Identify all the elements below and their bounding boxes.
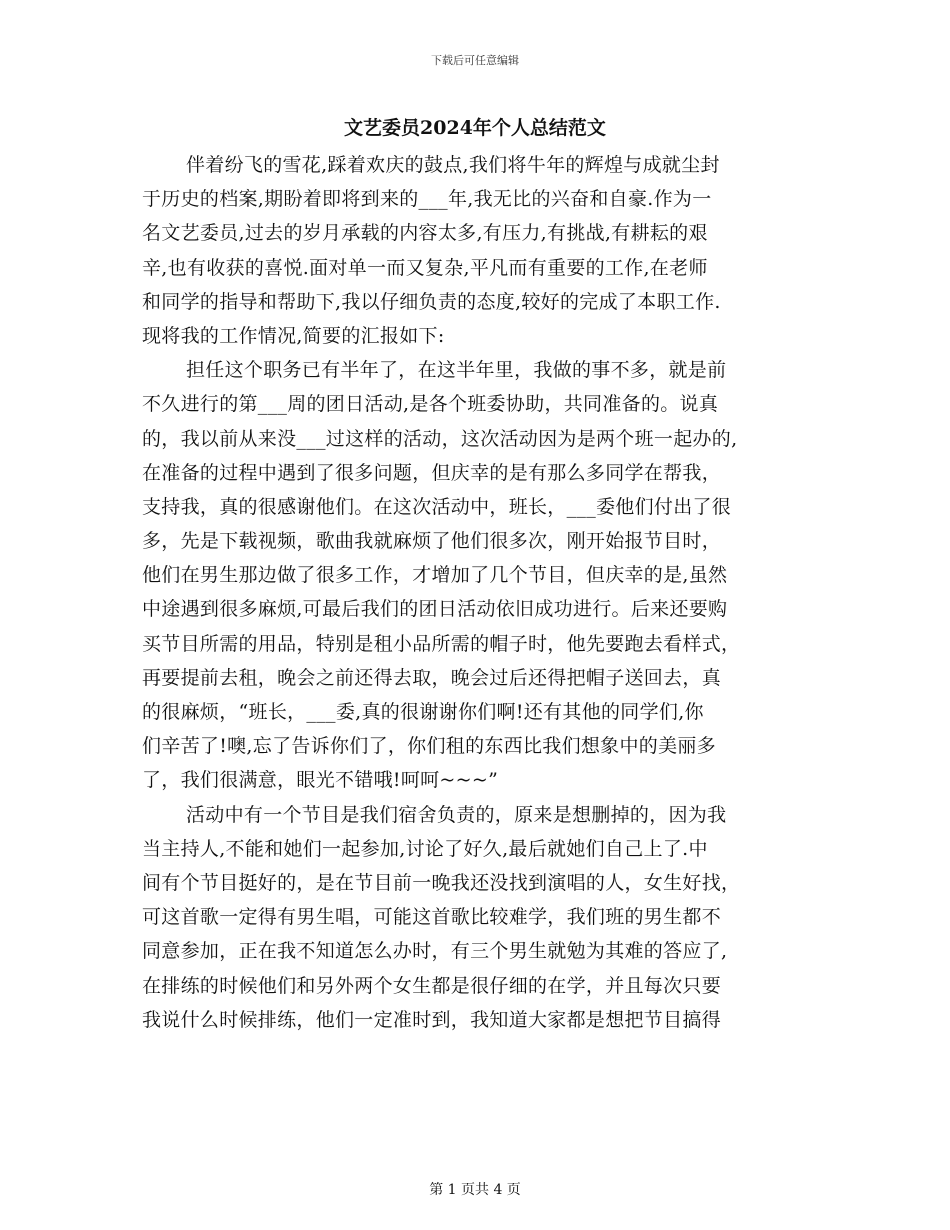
body-line: 的，我以前从来没___过这样的活动，这次活动因为是两个班一起办的, bbox=[142, 427, 738, 450]
body-line: 买节目所需的用品，特别是租小品所需的帽子时，他先要跑去看样式， bbox=[142, 632, 741, 655]
header-note: 下载后可任意编辑 bbox=[431, 54, 519, 67]
body-line: 担任这个职务已有半年了，在这半年里，我做的事不多，就是前 bbox=[186, 359, 727, 382]
body-line: 不久进行的第___周的团日活动,是各个班委协助，共同准备的。说真 bbox=[142, 393, 719, 416]
body-line: 们辛苦了!噢,忘了告诉你们了，你们租的东西比我们想象中的美丽多 bbox=[142, 735, 716, 758]
body-line: 当主持人,不能和她们一起参加,讨论了好久,最后就她们自己上了.中 bbox=[142, 837, 708, 860]
body-line: 可这首歌一定得有男生唱，可能这首歌比较难学，我们班的男生都不 bbox=[142, 906, 722, 929]
body-line: 中途遇到很多麻烦,可最后我们的团日活动依旧成功进行。后来还要购 bbox=[142, 598, 728, 621]
page-number: 第 1 页共 4 页 bbox=[429, 1182, 521, 1198]
document-body bbox=[142, 148, 832, 1037]
body-line: 了，我们很满意，眼光不错哦!呵呵~~~” bbox=[142, 769, 499, 792]
body-line: 辛,也有收获的喜悦.面对单一而又复杂,平凡而有重要的工作,在老师 bbox=[142, 256, 708, 279]
body-line: 再要提前去租，晚会之前还得去取，晚会过后还得把帽子送回去，真 bbox=[142, 666, 722, 689]
body-line: 现将我的工作情况,简要的汇报如下: bbox=[142, 324, 445, 347]
body-line: 他们在男生那边做了很多工作，才增加了几个节目，但庆幸的是,虽然 bbox=[142, 564, 728, 587]
document-title: 文艺委员2024年个人总结范文 bbox=[344, 117, 606, 139]
body-line: 的很麻烦，“班长，___委,真的很谢谢你们啊!还有其他的同学们,你 bbox=[142, 701, 704, 723]
body-line: 和同学的指导和帮助下,我以仔细负责的态度,较好的完成了本职工作. bbox=[142, 290, 721, 313]
body-line: 多，先是下载视频，歌曲我就麻烦了他们很多次，刚开始报节目时， bbox=[142, 530, 722, 553]
body-line: 于历史的档案,期盼着即将到来的___年,我无比的兴奋和自豪.作为一 bbox=[142, 188, 712, 211]
body-line: 同意参加，正在我不知道怎么办时，有三个男生就勉为其难的答应了, bbox=[142, 940, 728, 963]
body-line: 伴着纷飞的雪花,踩着欢庆的鼓点,我们将牛年的辉煌与成就尘封 bbox=[186, 154, 720, 176]
body-line: 活动中有一个节目是我们宿舍负责的，原来是想删掉的，因为我 bbox=[186, 803, 727, 826]
body-line: 在排练的时候他们和另外两个女生都是很仔细的在学，并且每次只要 bbox=[142, 974, 722, 997]
body-line: 在准备的过程中遇到了很多问题，但庆幸的是有那么多同学在帮我， bbox=[142, 461, 722, 484]
body-line: 支持我，真的很感谢他们。在这次活动中，班长，___委他们付出了很 bbox=[142, 495, 732, 518]
body-line: 名文艺委员,过去的岁月承载的内容太多,有压力,有挑战,有耕耘的艰 bbox=[142, 222, 708, 245]
body-line: 间有个节目挺好的，是在节目前一晚我还没找到演唱的人，女生好找， bbox=[142, 871, 741, 894]
body-line: 我说什么时候排练，他们一定准时到，我知道大家都是想把节目搞得 bbox=[142, 1008, 722, 1031]
